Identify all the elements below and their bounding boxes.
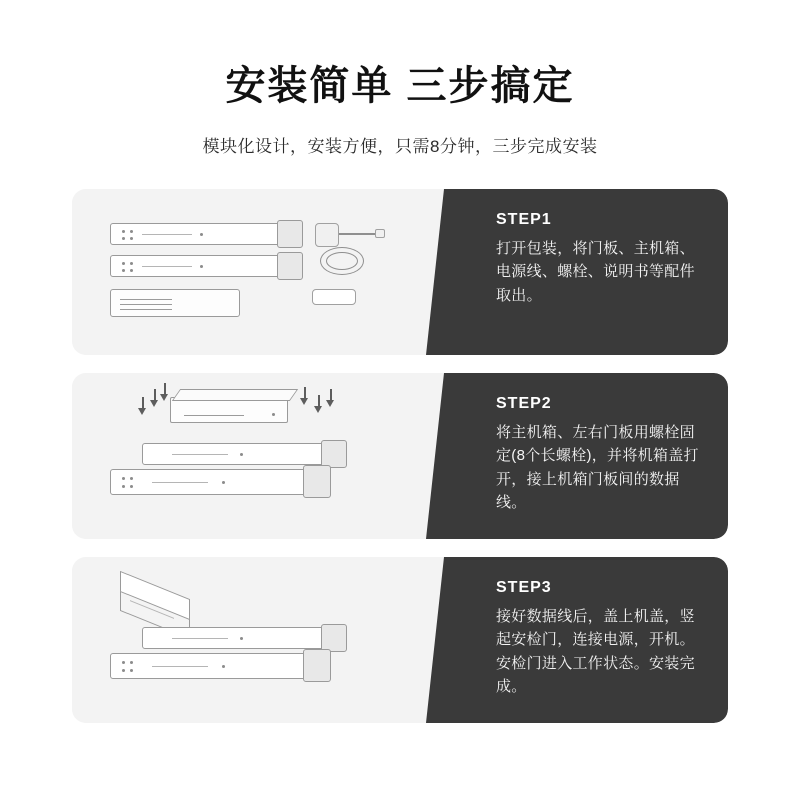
step-description: 将主机箱、左右门板用螺栓固定(8个长螺栓)，并将机箱盖打开，接上机箱门板间的数据线。: [496, 424, 699, 511]
bolt-hole-dot: [130, 230, 133, 233]
bolt-hole-dot: [130, 477, 133, 480]
step-description: 打开包装，将门板、主机箱、电源线、螺栓、说明书等配件取出。: [496, 240, 695, 304]
panel-seam-line: [172, 638, 228, 639]
bolt-arrow-head: [300, 398, 308, 405]
power-cable-line: [339, 233, 377, 235]
bolt-arrow-head: [160, 394, 168, 401]
page-header: [0, 0, 800, 157]
door-panel-bar: [142, 443, 324, 465]
bolt-hole-dot: [130, 237, 133, 240]
step-card: [72, 189, 728, 355]
bolt-hole-dot: [130, 485, 133, 488]
unit-indicator-dot: [272, 413, 275, 416]
panel-seam-line: [152, 482, 208, 483]
chassis-slot-line: [120, 309, 172, 310]
step1-text-panel: [460, 189, 728, 355]
step2-text-panel: [460, 373, 728, 539]
door-panel-cap: [303, 649, 331, 682]
chassis-slot-line: [120, 304, 172, 305]
step-description: 接好数据线后，盖上机盖，竖起安检门，连接电源，开机。安检门进入工作状态。安装完成。: [496, 608, 695, 695]
bolt-hole-dot: [240, 637, 243, 640]
bolt-hole-dot: [122, 269, 125, 272]
door-panel-cap: [321, 624, 347, 652]
bolt-hole-dot: [122, 485, 125, 488]
panel-seam-line: [142, 234, 192, 235]
door-panel-bar: [142, 627, 324, 649]
door-panel-cap: [303, 465, 331, 498]
step1-illustration: [72, 189, 460, 355]
step-card: [72, 373, 728, 539]
bolt-hole-dot: [122, 262, 125, 265]
door-panel-bar: [110, 653, 306, 679]
coiled-cable-icon: [326, 252, 358, 270]
bolt-hole-dot: [200, 265, 203, 268]
panel-seam-line: [152, 666, 208, 667]
step-card: [72, 557, 728, 723]
bolt-hole-dot: [122, 669, 125, 672]
bolt-hole-dot: [122, 237, 125, 240]
unit-slot-line: [184, 415, 244, 416]
chassis-slot-line: [120, 299, 172, 300]
bolt-hole-dot: [130, 262, 133, 265]
bolt-hole-dot: [122, 661, 125, 664]
steps-list: [0, 189, 800, 723]
bolt-arrow-head: [138, 408, 146, 415]
step2-illustration: [72, 373, 460, 539]
bolt-hole-dot: [122, 230, 125, 233]
door-panel-bar: [110, 469, 306, 495]
bolt-arrow-head: [326, 400, 334, 407]
bolt-arrow-head: [314, 406, 322, 413]
door-panel-cap: [277, 220, 303, 248]
door-panel-bar: [110, 223, 280, 245]
power-plug-icon: [375, 229, 385, 238]
step-label: STEP3: [496, 579, 552, 596]
power-adapter-icon: [315, 223, 339, 247]
door-panel-bar: [110, 255, 280, 277]
bolt-hole-dot: [122, 477, 125, 480]
step-label: STEP1: [496, 211, 552, 228]
bolt-hole-dot: [130, 661, 133, 664]
door-panel-cap: [277, 252, 303, 280]
bolt-arrow-head: [150, 400, 158, 407]
panel-seam-line: [172, 454, 228, 455]
page-title: 安装简单 三步搞定: [225, 64, 575, 108]
step3-illustration: [72, 557, 460, 723]
manual-booklet-icon: [312, 289, 356, 305]
door-panel-cap: [321, 440, 347, 468]
bolt-hole-dot: [200, 233, 203, 236]
bolt-hole-dot: [130, 269, 133, 272]
step-label: STEP2: [496, 395, 552, 412]
step3-text-panel: [460, 557, 728, 723]
bolt-hole-dot: [222, 665, 225, 668]
main-chassis-box: [110, 289, 240, 317]
bolt-hole-dot: [240, 453, 243, 456]
main-unit-top-face: [172, 389, 298, 401]
page-subtitle: 模块化设计，安装方便，只需8分钟，三步完成安装: [202, 137, 598, 156]
bolt-hole-dot: [222, 481, 225, 484]
panel-seam-line: [142, 266, 192, 267]
bolt-hole-dot: [130, 669, 133, 672]
